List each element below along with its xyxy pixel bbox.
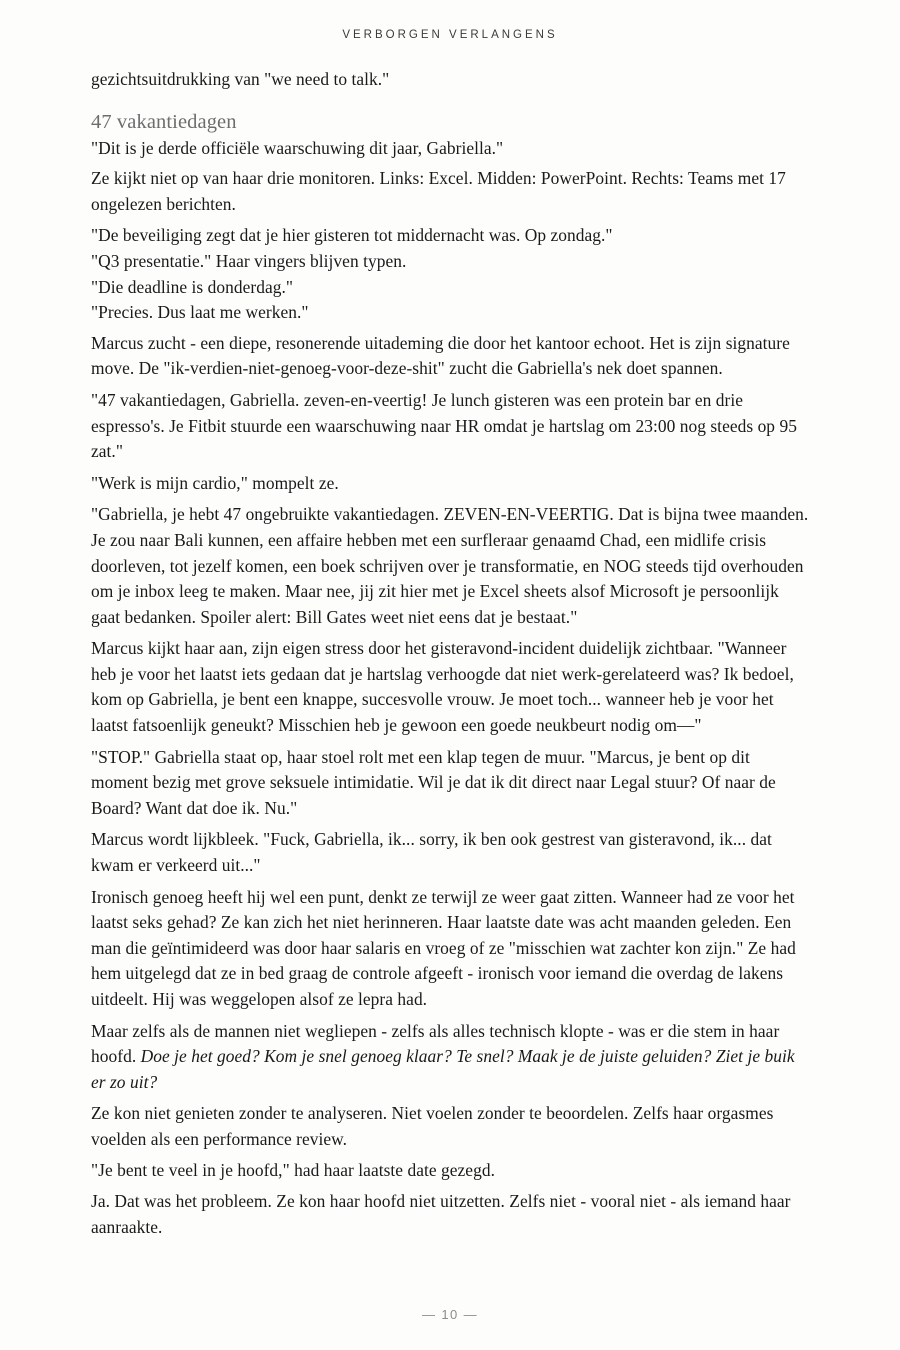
paragraph-opening: gezichtsuitdrukking van "we need to talk." bbox=[91, 69, 390, 89]
paragraph-deadline-donderdag: "Die deadline is donderdag." bbox=[91, 276, 294, 297]
paragraph-marcus-kijkt-haar-aan: Marcus kijkt haar aan, zijn eigen stress door het gisteravond-incident duidelijk zichtbaar. "Wanneer heb je voor het laatst iets gedaan dat je hartslag verhoogde dat niet werk-gerelateerd was? Ik bedoel, kom op Gabriella, je bent een knappe, succesvolle vrouw. Je moet toch... wanneer heb je voor het laatst fatsoenlijk geneukt? Misschien heb je gewoon een goede neukbeurt nodig om—" bbox=[91, 638, 794, 736]
paragraph-niet-genieten: Ze kon niet genieten zonder te analyseren. Niet voelen zonder te beoordelen. Zelfs haar orgasmes voelden als een performance review. bbox=[91, 1103, 774, 1149]
running-head: VERBORGEN VERLANGENS bbox=[342, 29, 558, 41]
paragraph-laat-me-werken: "Precies. Dus laat me werken." bbox=[91, 302, 309, 323]
paragraph-stop: "STOP." Gabriella staat op, haar stoel rolt met een klap tegen de muur. "Marcus, je bent op dit moment bezig met grove seksuele intimidatie. Wil je dat ik dit direct naar Legal stuur? Of naar de Board? Want dat doe ik. Nu." bbox=[91, 746, 776, 818]
page-number-folio: — 10 — bbox=[421, 1307, 479, 1322]
body-text-column bbox=[91, 67, 809, 1246]
paragraph-werk-is-mijn-cardio: "Werk is mijn cardio," mompelt ze. bbox=[91, 472, 339, 493]
paragraph-marcus-zucht: Marcus zucht - een diepe, resonerende uitademing die door het kantoor echoot. Het is zijn signature move. De "ik-verdien-niet-genoeg-voor-deze-shit" zucht die Gabriella's nek doet spannen. bbox=[91, 332, 790, 379]
paragraph-q3-presentatie: "Q3 presentatie." Haar vingers blijven typen. bbox=[91, 250, 407, 271]
paragraph-te-veel-in-je-hoofd: "Je bent te veel in je hoofd," had haar laatste date gezegd. bbox=[91, 1159, 495, 1180]
paragraph-marcus-lijkbleek: Marcus wordt lijkbleek. "Fuck, Gabriella, ik... sorry, ik ben ook gestrest van gisteravond, ik... dat kwam er verkeerd uit..." bbox=[91, 829, 772, 876]
paragraph-dat-was-het-probleem: Ja. Dat was het probleem. Ze kon haar hoofd niet uitzetten. Zelfs niet - vooral niet - als iemand haar aanraakte. bbox=[91, 1191, 791, 1237]
paragraph-ongebruikte-vakantiedagen: "Gabriella, je hebt 47 ongebruikte vakantiedagen. ZEVEN-EN-VEERTIG. Dat is bijna twee maanden. Je zou naar Bali kunnen, een affaire hebben met een surfleraar genaamd Chad, een midlife crisis doorleven, tot jezelf komen, een boek schrijven over je transformatie, en NOG steeds tijd overhouden om je inbox leeg te maken. Maar nee, jij zit hier met je Excel sheets alsof Microsoft je persoonlijk gaat bedanken. Spoiler alert: Bill Gates weet niet eens dat je bestaat." bbox=[91, 504, 809, 627]
paragraph-ironisch-genoeg: Ironisch genoeg heeft hij wel een punt, denkt ze terwijl ze weer gaat zitten. Wanneer had ze voor het laatst seks gehad? Ze kan zich het niet herinneren. Haar laatste date was acht maanden geleden. Een man die geïntimideerd was door haar salaris en vroeg of ze "misschien wat zachter kon zijn." Ze had hem uitgelegd dat ze in bed graag de controle afgeeft - ironisch voor iemand die overdag de lakens uitdeelt. Hij was weggelopen alsof ze lepra had. bbox=[91, 886, 796, 1009]
paragraph-47-vakantiedagen-protein: "47 vakantiedagen, Gabriella. zeven-en-veertig! Je lunch gisteren was een protein bar en drie espresso's. Je Fitbit stuurde een waarschuwing naar HR omdat je hartslag om 23:00 nog steeds op 95 zat." bbox=[91, 389, 797, 462]
inner-voice-italic: Doe je het goed? Kom je snel genoeg klaar? Te snel? Maak je de juiste geluiden? Ziet je buik er zo uit? bbox=[91, 1046, 795, 1092]
paragraph-stem-in-haar-hoofd bbox=[91, 1019, 809, 1096]
paragraph-drie-monitoren: Ze kijkt niet op van haar drie monitoren. Links: Excel. Midden: PowerPoint. Rechts: Teams met 17 ongelezen berichten. bbox=[91, 168, 786, 214]
paragraph-beveiliging: "De beveiliging zegt dat je hier gisteren tot middernacht was. Op zondag." bbox=[91, 225, 613, 246]
paragraph-derde-waarschuwing: "Dit is je derde officiële waarschuwing dit jaar, Gabriella." bbox=[91, 137, 504, 158]
section-heading-47-vakantiedagen: 47 vakantiedagen bbox=[91, 110, 237, 133]
paragraph-stem-lead-in: Maar zelfs als de mannen niet wegliepen - zelfs als alles technisch klopte - was er die stem in haar hoofd. bbox=[91, 1020, 780, 1067]
